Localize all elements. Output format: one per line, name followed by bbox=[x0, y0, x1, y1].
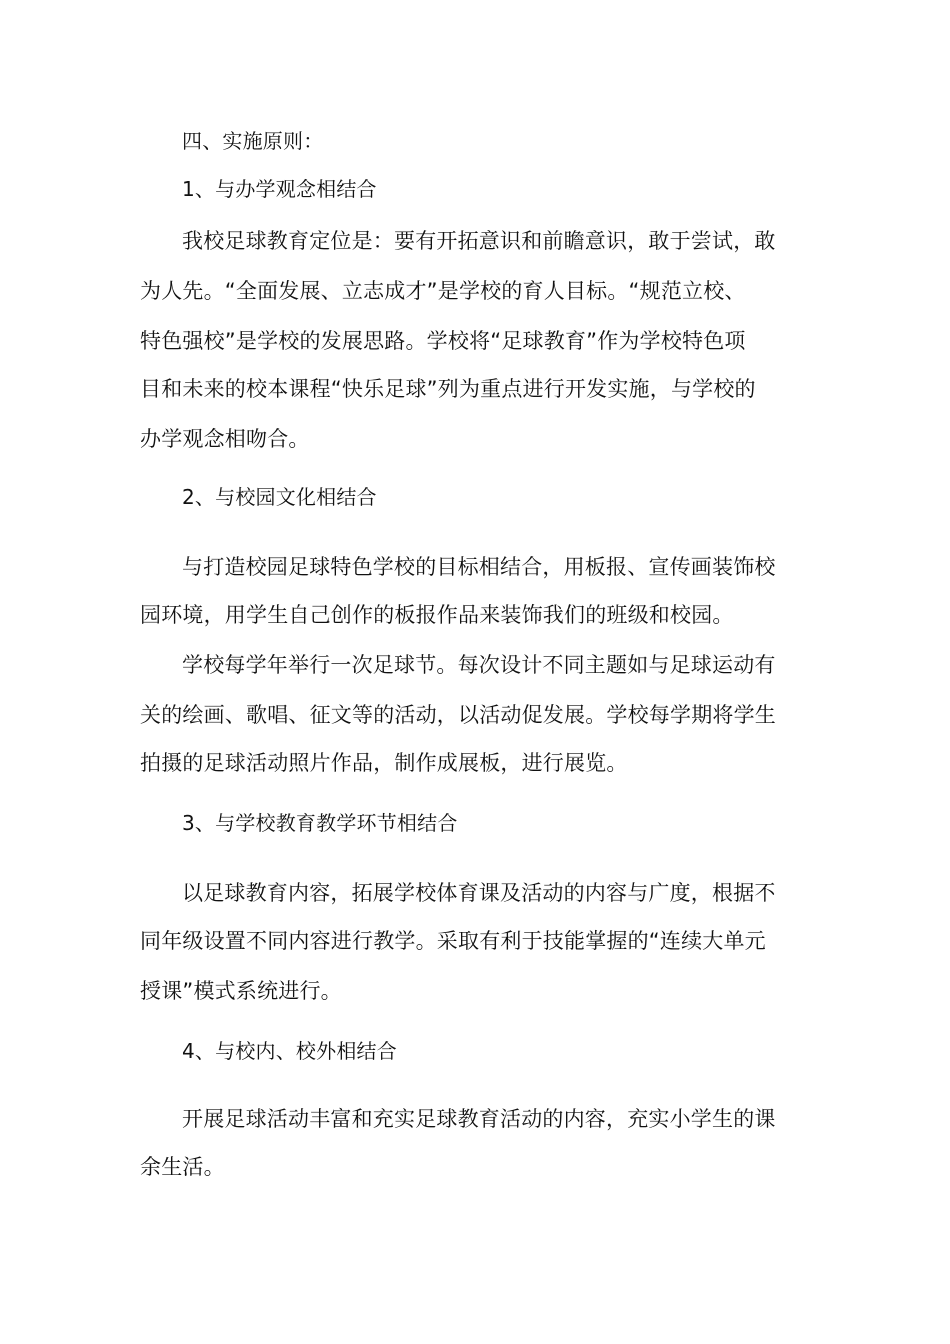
principle-3-heading: 3、与学校教育教学环节相结合 bbox=[182, 811, 458, 835]
paragraph-line: 与打造校园足球特色学校的目标相结合，用板报、宣传画装饰校 bbox=[182, 555, 776, 579]
paragraph-line: 我校足球教育定位是：要有开拓意识和前瞻意识，敢于尝试，敢 bbox=[182, 229, 776, 253]
paragraph-line: 园环境，用学生自己创作的板报作品来装饰我们的班级和校园。 bbox=[140, 603, 734, 627]
paragraph-line: 特色强校”是学校的发展思路。学校将“足球教育”作为学校特色项 bbox=[140, 329, 746, 353]
paragraph-line: 学校每学年举行一次足球节。每次设计不同主题如与足球运动有 bbox=[182, 653, 776, 677]
paragraph-line: 拍摄的足球活动照片作品，制作成展板，进行展览。 bbox=[140, 751, 628, 775]
principle-2-heading: 2、与校园文化相结合 bbox=[182, 485, 377, 509]
paragraph-line: 目和未来的校本课程“快乐足球”列为重点进行开发实施，与学校的 bbox=[140, 377, 756, 401]
section-title: 四、实施原则： bbox=[182, 129, 324, 153]
paragraph-line: 办学观念相吻合。 bbox=[140, 427, 310, 451]
paragraph-line: 开展足球活动丰富和充实足球教育活动的内容，充实小学生的课 bbox=[182, 1107, 776, 1131]
principle-1-heading: 1、与办学观念相结合 bbox=[182, 177, 377, 201]
paragraph-line: 以足球教育内容，拓展学校体育课及活动的内容与广度，根据不 bbox=[182, 881, 776, 905]
principle-4-heading: 4、与校内、校外相结合 bbox=[182, 1039, 397, 1063]
paragraph-line: 余生活。 bbox=[140, 1155, 225, 1179]
paragraph-line: 关的绘画、歌唱、征文等的活动，以活动促发展。学校每学期将学生 bbox=[140, 703, 776, 727]
paragraph-line: 为人先。“全面发展、立志成才”是学校的育人目标。“规范立校、 bbox=[140, 279, 746, 303]
paragraph-line: 授课”模式系统进行。 bbox=[140, 979, 342, 1003]
paragraph-line: 同年级设置不同内容进行教学。采取有利于技能掌握的“连续大单元 bbox=[140, 929, 766, 953]
